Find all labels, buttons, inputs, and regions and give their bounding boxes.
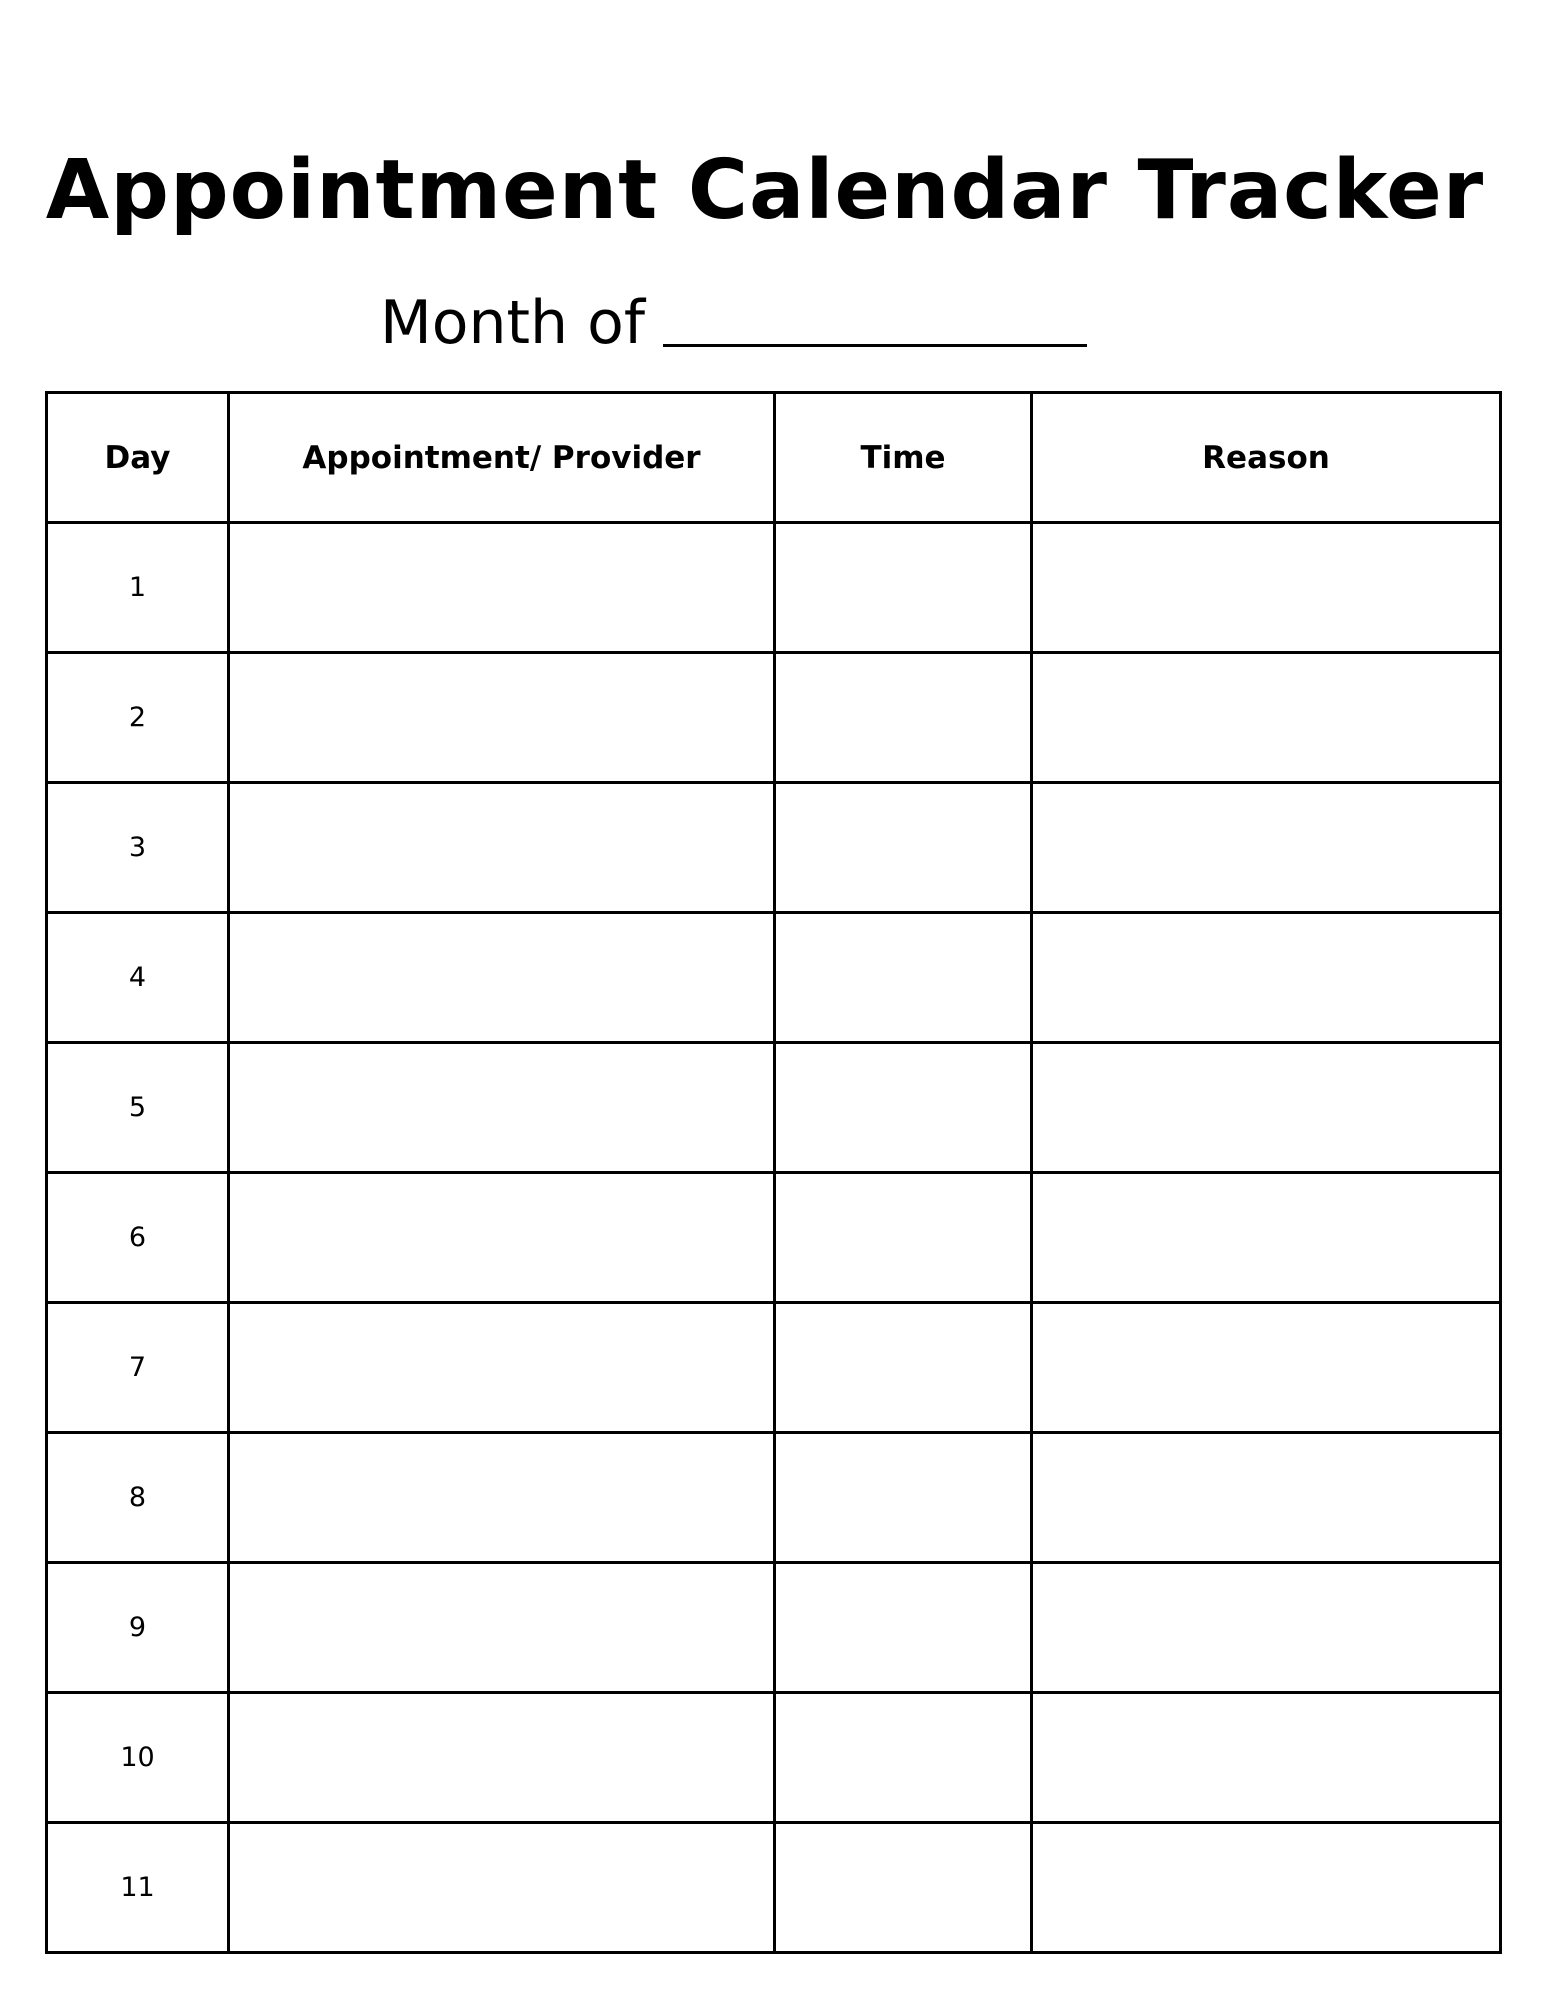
time-cell[interactable] bbox=[775, 1303, 1032, 1433]
day-cell: 10 bbox=[47, 1693, 229, 1823]
table-header-row bbox=[47, 393, 1501, 523]
reason-cell[interactable] bbox=[1032, 523, 1501, 653]
reason-cell[interactable] bbox=[1032, 1823, 1501, 1953]
day-cell: 1 bbox=[47, 523, 229, 653]
table-row bbox=[47, 523, 1501, 653]
time-cell[interactable] bbox=[775, 1693, 1032, 1823]
reason-cell[interactable] bbox=[1032, 1693, 1501, 1823]
day-cell: 11 bbox=[47, 1823, 229, 1953]
reason-cell[interactable] bbox=[1032, 1433, 1501, 1563]
appointment-cell[interactable] bbox=[229, 1043, 775, 1173]
month-field bbox=[380, 283, 1087, 358]
table-row bbox=[47, 1693, 1501, 1823]
header-day: Day bbox=[47, 393, 229, 523]
appointment-cell[interactable] bbox=[229, 1693, 775, 1823]
table-row bbox=[47, 913, 1501, 1043]
time-cell[interactable] bbox=[775, 1043, 1032, 1173]
time-cell[interactable] bbox=[775, 783, 1032, 913]
appointment-cell[interactable] bbox=[229, 653, 775, 783]
month-label: Month of bbox=[380, 288, 645, 358]
page-title: Appointment Calendar Tracker bbox=[45, 143, 1485, 238]
table-row bbox=[47, 1303, 1501, 1433]
appointment-cell[interactable] bbox=[229, 1823, 775, 1953]
time-cell[interactable] bbox=[775, 1433, 1032, 1563]
reason-cell[interactable] bbox=[1032, 1173, 1501, 1303]
table-row bbox=[47, 783, 1501, 913]
time-cell[interactable] bbox=[775, 523, 1032, 653]
header-reason: Reason bbox=[1032, 393, 1501, 523]
day-cell: 5 bbox=[47, 1043, 229, 1173]
reason-cell[interactable] bbox=[1032, 1563, 1501, 1693]
reason-cell[interactable] bbox=[1032, 1303, 1501, 1433]
appointment-cell[interactable] bbox=[229, 1563, 775, 1693]
time-cell[interactable] bbox=[775, 1563, 1032, 1693]
month-blank-line[interactable] bbox=[663, 344, 1087, 347]
reason-cell[interactable] bbox=[1032, 913, 1501, 1043]
table-row bbox=[47, 1173, 1501, 1303]
reason-cell[interactable] bbox=[1032, 783, 1501, 913]
header-time: Time bbox=[775, 393, 1032, 523]
table-row bbox=[47, 1563, 1501, 1693]
reason-cell[interactable] bbox=[1032, 653, 1501, 783]
appointment-cell[interactable] bbox=[229, 1173, 775, 1303]
table-row bbox=[47, 653, 1501, 783]
appointment-cell[interactable] bbox=[229, 523, 775, 653]
day-cell: 6 bbox=[47, 1173, 229, 1303]
appointment-table bbox=[45, 391, 1502, 1954]
day-cell: 7 bbox=[47, 1303, 229, 1433]
time-cell[interactable] bbox=[775, 1823, 1032, 1953]
day-cell: 8 bbox=[47, 1433, 229, 1563]
appointment-cell[interactable] bbox=[229, 1433, 775, 1563]
table-row bbox=[47, 1433, 1501, 1563]
day-cell: 4 bbox=[47, 913, 229, 1043]
time-cell[interactable] bbox=[775, 1173, 1032, 1303]
table-row bbox=[47, 1043, 1501, 1173]
appointment-cell[interactable] bbox=[229, 1303, 775, 1433]
table-row bbox=[47, 1823, 1501, 1953]
day-cell: 9 bbox=[47, 1563, 229, 1693]
time-cell[interactable] bbox=[775, 653, 1032, 783]
day-cell: 3 bbox=[47, 783, 229, 913]
appointment-cell[interactable] bbox=[229, 783, 775, 913]
day-cell: 2 bbox=[47, 653, 229, 783]
time-cell[interactable] bbox=[775, 913, 1032, 1043]
reason-cell[interactable] bbox=[1032, 1043, 1501, 1173]
appointment-cell[interactable] bbox=[229, 913, 775, 1043]
header-appointment-provider: Appointment/ Provider bbox=[229, 393, 775, 523]
